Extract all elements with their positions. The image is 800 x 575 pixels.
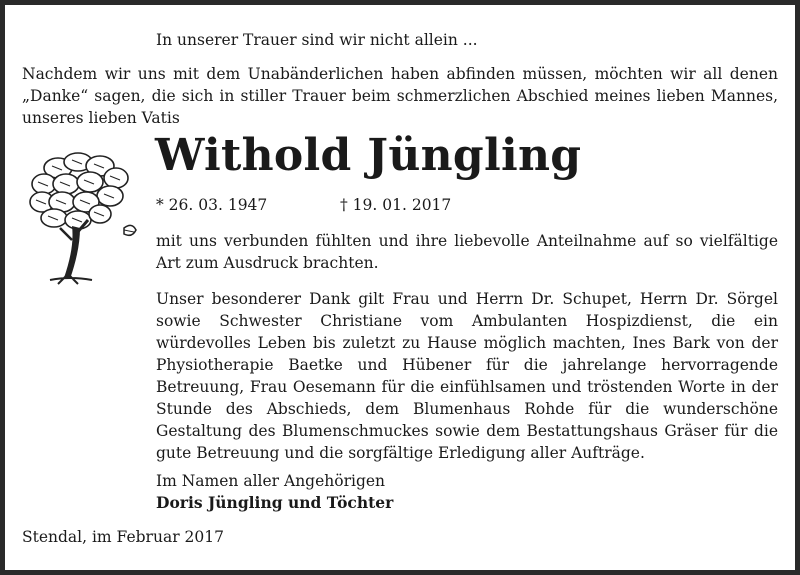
family-signature: Doris Jüngling und Töchter — [156, 493, 394, 512]
birth-date: * 26. 03. 1947 — [156, 196, 268, 214]
deceased-name: Withold Jüngling — [155, 130, 582, 181]
tree-icon — [20, 148, 150, 288]
connected-paragraph: mit uns verbunden fühlten und ihre liebevolle Anteilnahme auf so vielfältige Art zum Ausdruck brachten. — [156, 232, 778, 272]
thanks-paragraph: Nachdem wir uns mit dem Unabänderlichen haben abfinden müssen, möchten wir all denen „Danke“ sagen, die sich in stiller Trauer beim schmerzlichen Abschied meines lieben Mannes, unseres lieben Vatis — [22, 65, 778, 127]
thanks-details-paragraph: Unser besonderer Dank gilt Frau und Herrn Dr. Schupet, Herrn Dr. Sörgel sowie Schwester Christiane vom Ambulanten Hospizdienst, die ein würdevolles Leben bis zuletzt zu Hause möglich machten, Ines Bark von der Physiotherapie Baetke und Hübener für die jahrelange hervorragende Betreuung, Frau Oesemann für die einfühlsamen und tröstenden Worte in der Stunde des Abschieds, dem Blumenhaus Rohde für die wunderschöne Gestaltung des Blumenschmuckes sowie dem Bestattungshaus Gräser für die gute Betreuung und die sorgfältige Erledigung aller Aufträge. — [156, 290, 778, 462]
place-date: Stendal, im Februar 2017 — [22, 528, 224, 546]
death-date: † 19. 01. 2017 — [340, 196, 452, 214]
closing-line: Im Namen aller Angehörigen — [156, 472, 386, 490]
intro-line: In unserer Trauer sind wir nicht allein ... — [156, 31, 478, 49]
